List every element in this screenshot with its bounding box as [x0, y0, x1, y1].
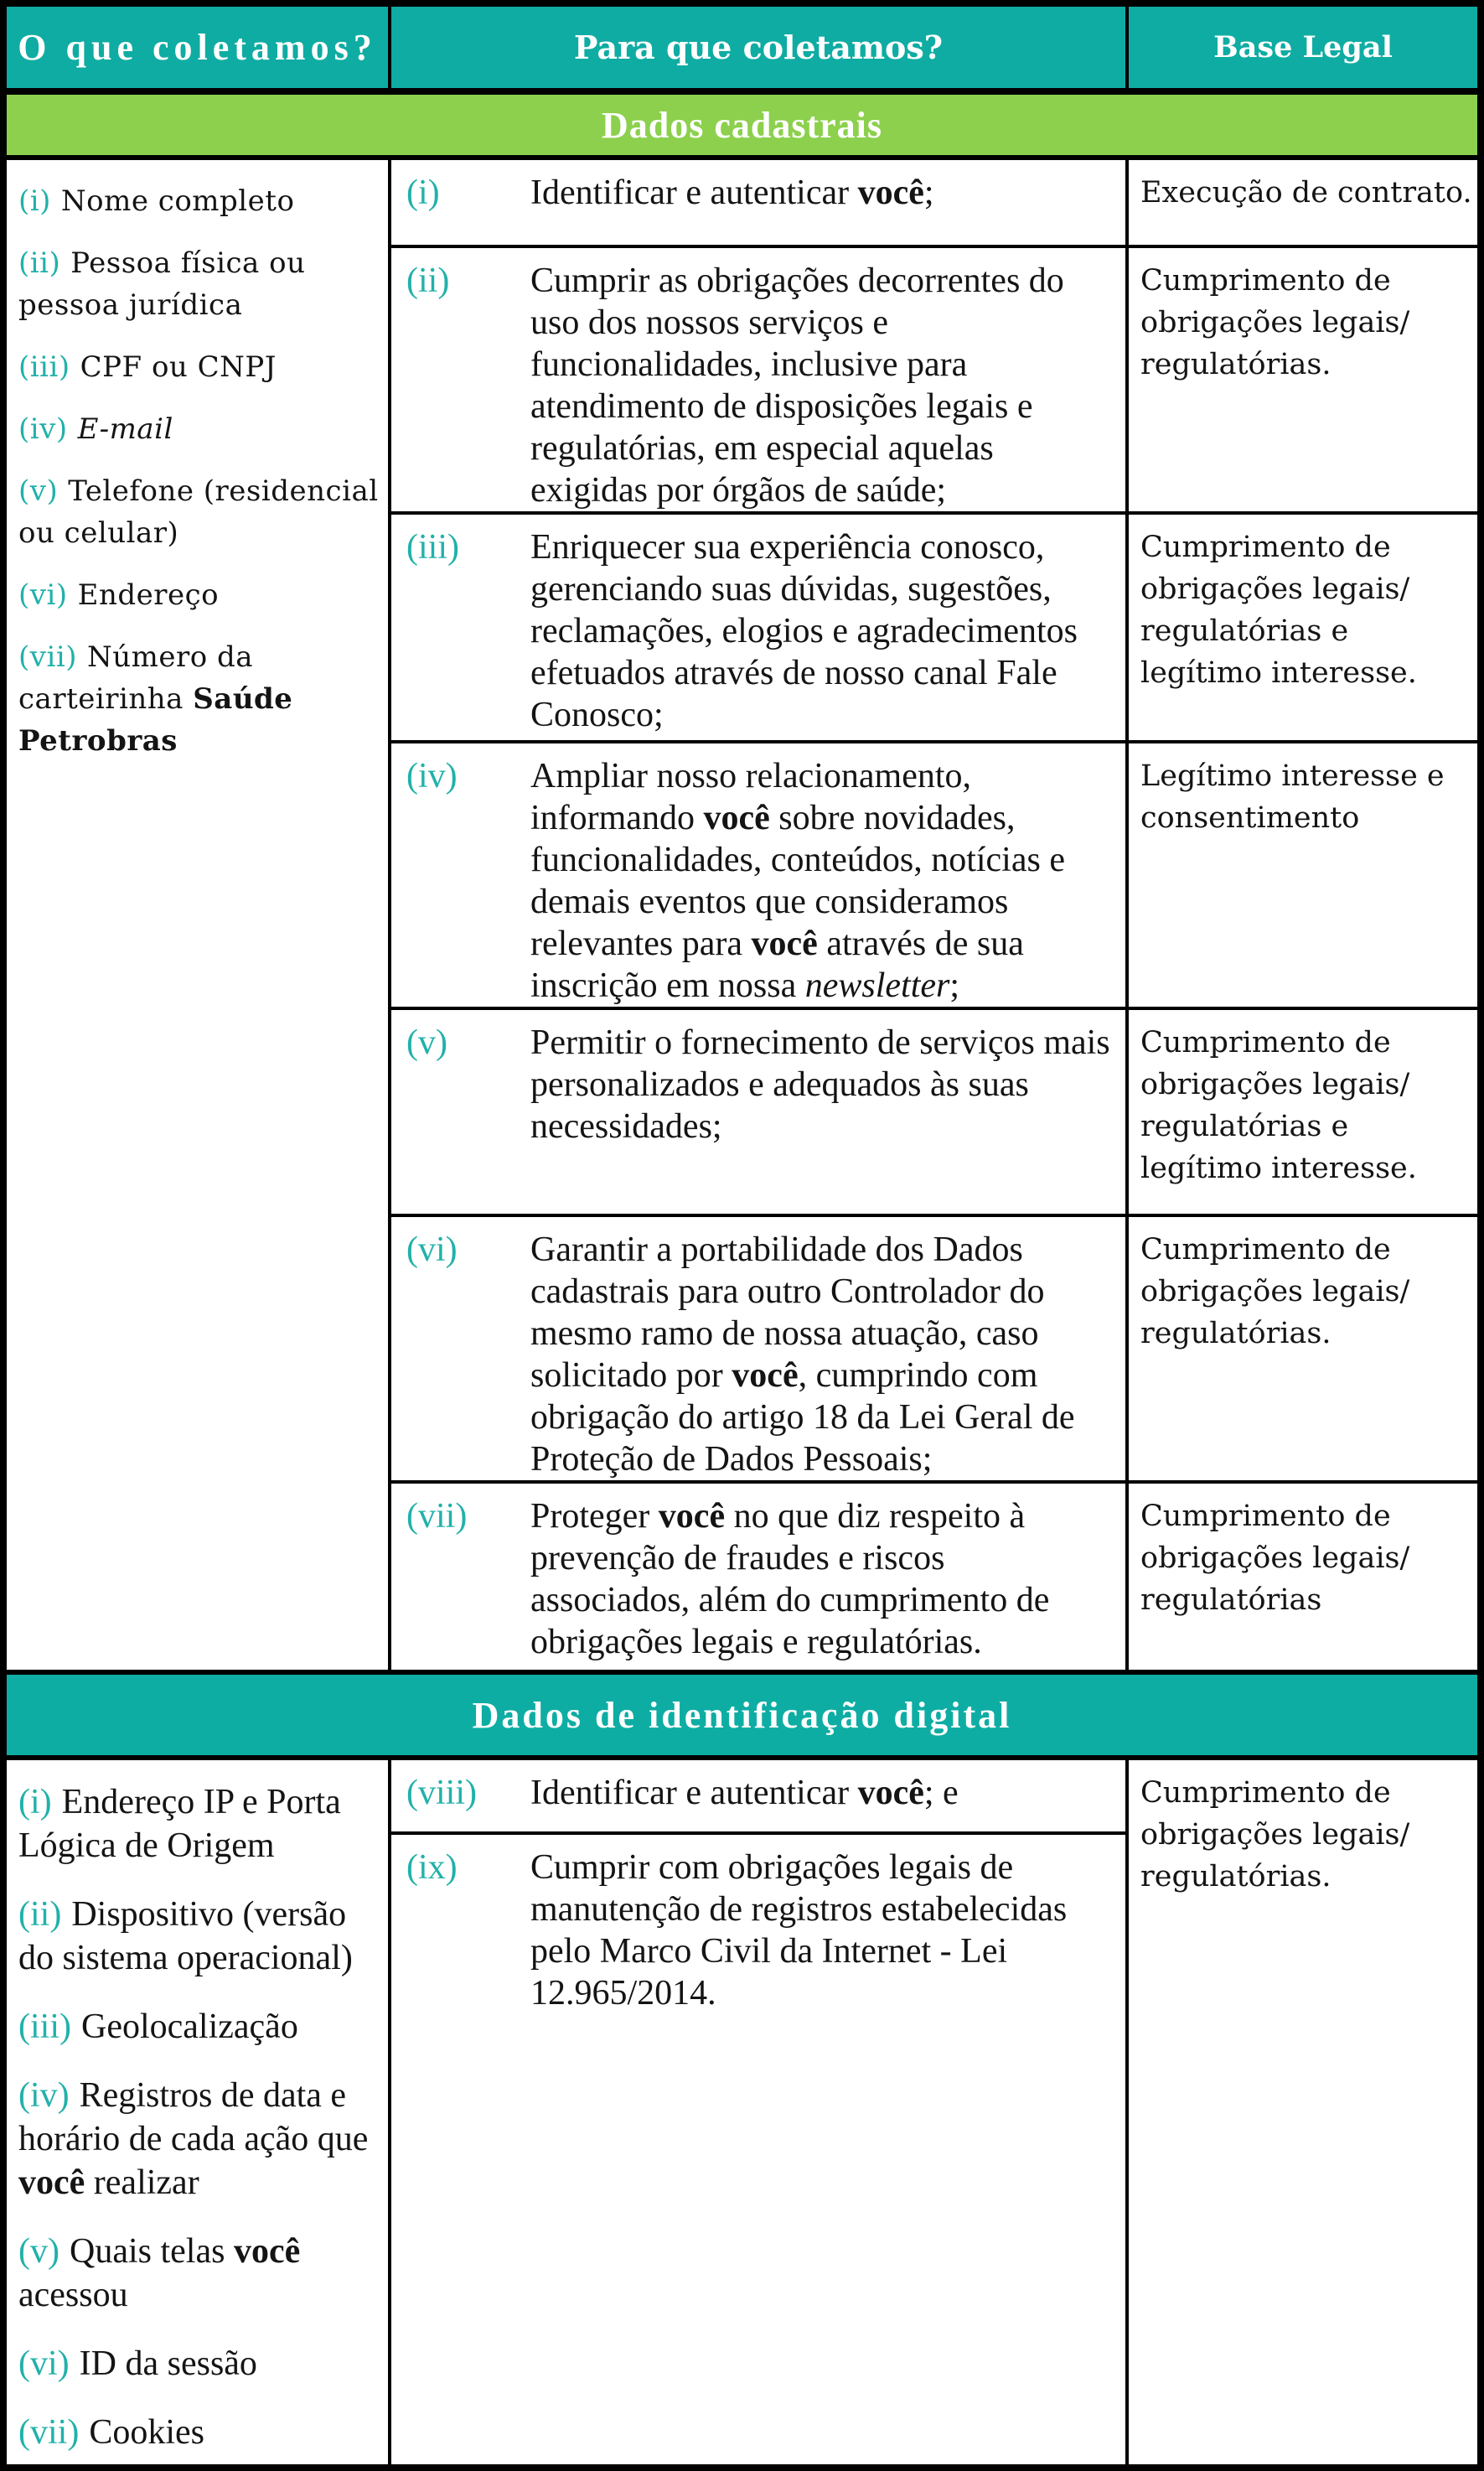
list-item-text: ID da sessão	[79, 2344, 257, 2383]
row-divider	[7, 88, 1477, 95]
list-item	[18, 2074, 383, 2204]
header-why-we-collect: Para que coletamos?	[391, 7, 1125, 88]
item-numeral: (ii)	[406, 262, 450, 300]
purpose-text: Ampliar nosso relacionamento, informando você sobre novidades, funcionalidades, conteúdos, notícias e demais eventos que consideramos relevantes para você através de sua inscrição em nossa newsletter;	[530, 757, 1065, 1005]
purpose-text: Permitir o fornecimento de serviços mais personalizados e adequados às suas necessidades;	[530, 1023, 1110, 1146]
purpose-legal-rows	[391, 160, 1477, 1670]
purpose-text: Enriquecer sua experiência conosco, gerenciando suas dúvidas, sugestões, reclamações, elogios e agradecimentos efetuados através de nosso canal Fale Conosco;	[530, 528, 1078, 734]
purpose-text: Cumprir as obrigações decorrentes do uso dos nossos serviços e funcionalidades, inclusive para atendimento de disposições legais e regulatórias, em especial aquelas exigidas por órgãos de saúde;	[530, 262, 1064, 510]
purpose-cell	[391, 1484, 1125, 1670]
item-numeral: (vii)	[406, 1497, 468, 1536]
list-item-text: Cookies	[89, 2413, 204, 2452]
table-row	[391, 743, 1477, 1007]
table-row	[391, 1760, 1125, 1831]
list-item	[18, 1893, 383, 1980]
purpose-text: Proteger você no que diz respeito à prevenção de fraudes e riscos associados, além do cumprimento de obrigações legais e regulatórias.	[530, 1497, 1050, 1661]
item-numeral: (ii)	[18, 246, 61, 280]
table-row	[391, 1835, 1125, 2464]
item-numeral: (iv)	[406, 757, 458, 795]
legal-basis-cell: Execução de contrato.	[1129, 160, 1477, 245]
item-numeral: (i)	[406, 174, 440, 212]
item-numeral: (v)	[406, 1023, 447, 1062]
list-item-text: Quais telas você acessou	[18, 2232, 301, 2314]
list-item	[18, 2230, 383, 2317]
purpose-cell	[391, 515, 1125, 740]
item-numeral: (iii)	[18, 2007, 71, 2046]
table-row	[391, 515, 1477, 740]
list-item	[18, 636, 383, 762]
purpose-text: Garantir a portabilidade dos Dados cadastrais para outro Controlador do mesmo ramo de nossa atuação, caso solicitado por você, cumprindo com obrigação do artigo 18 da Lei Geral de Proteção de Dados Pessoais;	[530, 1230, 1075, 1479]
list-item-text: Geolocalização	[80, 2007, 298, 2046]
section-banner-identificacao-digital: Dados de identificação digital	[7, 1675, 1477, 1755]
list-item-text: Pessoa física ou pessoa jurídica	[18, 246, 306, 322]
item-numeral: (ix)	[406, 1848, 458, 1887]
section-identificacao-digital	[7, 1760, 1477, 2464]
purpose-cell	[391, 248, 1125, 511]
item-numeral: (vi)	[18, 578, 68, 612]
item-numeral: (i)	[18, 184, 51, 218]
list-item-text: Registros de data e horário de cada ação que você realizar	[18, 2076, 369, 2202]
table-header-row	[7, 7, 1477, 88]
list-item-text: Dispositivo (versão do sistema operacional)	[18, 1895, 353, 1977]
legal-basis-cell: Cumprimento de obrigações legais/ regulatórias	[1129, 1484, 1477, 1670]
section-banner-dados-cadastrais: Dados cadastrais	[7, 95, 1477, 155]
header-what-we-collect: O que coletamos?	[7, 7, 388, 88]
collected-data-cell	[7, 1760, 388, 2464]
purpose-cell	[391, 1760, 1125, 1831]
table-row	[391, 1010, 1477, 1214]
purpose-text: Identificar e autenticar você; e	[530, 1774, 959, 1812]
item-numeral: (v)	[18, 2232, 59, 2271]
section-dados-cadastrais	[7, 160, 1477, 1670]
item-numeral: (iv)	[18, 2076, 70, 2115]
list-item-text: Endereço IP e Porta Lógica de Origem	[18, 1783, 341, 1865]
list-item	[18, 574, 383, 616]
item-numeral: (iii)	[406, 528, 459, 567]
table-row	[391, 160, 1477, 245]
legal-basis-cell: Legítimo interesse e consentimento	[1129, 743, 1477, 1007]
list-item-text: Telefone (residencial ou celular)	[18, 474, 379, 550]
item-numeral: (vii)	[18, 2413, 80, 2452]
item-numeral: (iii)	[18, 350, 70, 384]
list-item	[18, 346, 383, 388]
legal-basis-cell: Cumprimento de obrigações legais/ regulatórias e legítimo interesse.	[1129, 1010, 1477, 1214]
list-item	[18, 180, 383, 222]
purpose-cell	[391, 1010, 1125, 1214]
list-item	[18, 408, 383, 450]
list-item	[18, 242, 383, 326]
purpose-rows	[391, 1760, 1125, 2464]
table-row	[391, 1484, 1477, 1670]
legal-basis-cell-merged: Cumprimento de obrigações legais/ regulatórias.	[1129, 1760, 1477, 2464]
purpose-text: Cumprir com obrigações legais de manutenção de registros estabelecidas pelo Marco Civil da Internet - Lei 12.965/2014.	[530, 1848, 1068, 2013]
purpose-cell	[391, 1217, 1125, 1480]
item-numeral: (vi)	[406, 1230, 458, 1269]
legal-basis-cell: Cumprimento de obrigações legais/ regulatórias e legítimo interesse.	[1129, 515, 1477, 740]
list-item-text: Nome completo	[60, 184, 295, 218]
item-numeral: (v)	[18, 474, 59, 508]
collected-data-cell	[7, 160, 388, 1670]
list-item	[18, 2342, 383, 2386]
purpose-text: Identificar e autenticar você;	[530, 174, 934, 212]
list-item	[18, 2411, 383, 2454]
purpose-cell	[391, 1835, 1125, 2464]
list-item-text: Endereço	[77, 578, 220, 612]
table-row	[391, 248, 1477, 511]
item-numeral: (iv)	[18, 412, 68, 446]
item-numeral: (viii)	[406, 1774, 477, 1812]
item-numeral: (ii)	[18, 1895, 62, 1934]
item-numeral: (vii)	[18, 640, 77, 674]
purpose-cell	[391, 160, 1125, 245]
header-legal-basis: Base Legal	[1129, 7, 1477, 88]
purpose-cell	[391, 743, 1125, 1007]
list-item	[18, 470, 383, 554]
list-item-text: E-mail	[77, 412, 173, 446]
list-item-text: Número da carteirinha Saúde Petrobras	[18, 640, 293, 758]
list-item-text: CPF ou CNPJ	[80, 350, 277, 384]
list-item	[18, 1780, 383, 1867]
item-numeral: (vi)	[18, 2344, 70, 2383]
legal-basis-cell: Cumprimento de obrigações legais/ regulatórias.	[1129, 1217, 1477, 1480]
legal-basis-cell: Cumprimento de obrigações legais/ regulatórias.	[1129, 248, 1477, 511]
item-numeral: (i)	[18, 1783, 52, 1821]
table-row	[391, 1217, 1477, 1480]
list-item	[18, 2005, 383, 2049]
